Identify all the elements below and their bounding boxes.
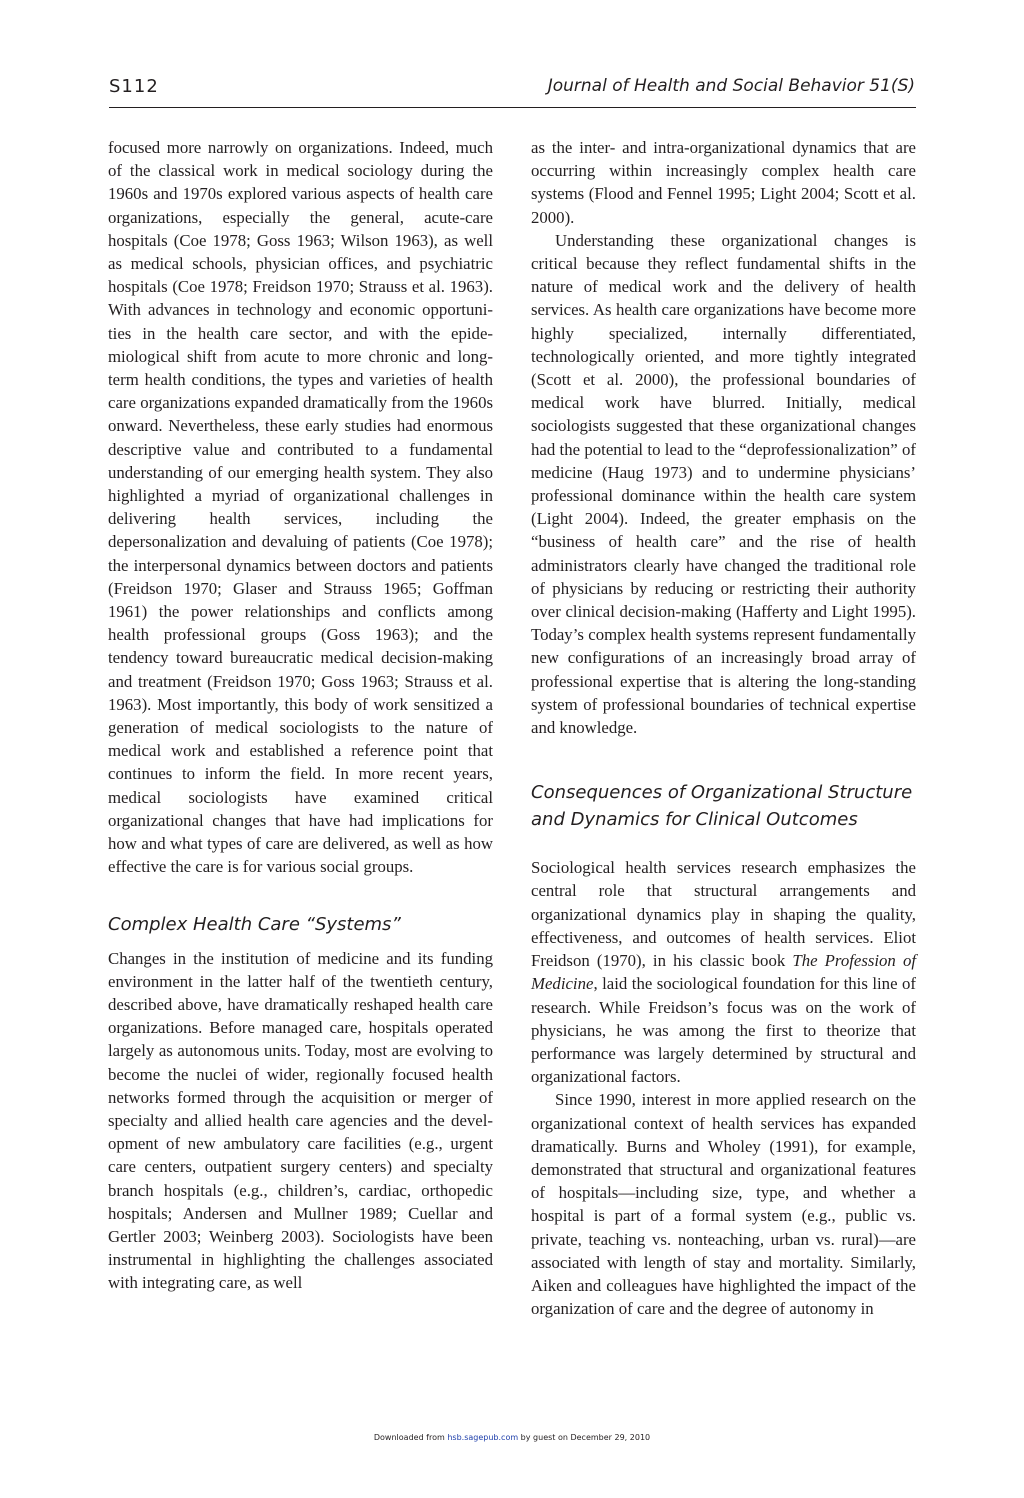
footer-prefix: Downloaded from xyxy=(373,1433,448,1442)
footer-suffix: by guest on December 29, 2010 xyxy=(518,1433,651,1442)
section-heading: Complex Health Care “Systems” xyxy=(108,913,401,935)
page-number: S112 xyxy=(109,76,159,97)
paragraph-text: Sociological health services research emphasizes the central role that structural arrangements and organizational dynamics play in shaping the quality, effectiveness, and outcomes of health services. Eliot Freidson (1970), in his classic book xyxy=(531,858,916,971)
header-rule xyxy=(109,107,916,108)
body-paragraph xyxy=(531,856,916,1088)
section-heading: Consequences of Organizational Structure and Dynamics for Clinical Outcomes xyxy=(531,782,913,831)
body-paragraph: Since 1990, interest in more applied research on the organizational context of health services has expanded dramatically. Burns and Wholey (1991), for example, demonstrated that structural and organizational features of hospitals—including size, type, and whether a hospital is part of a formal system (e.g., public vs. private, teaching vs. nonteaching, urban vs. rural)—are associated with length of stay and mortality. Similarly, Aiken and colleagues have highlighted the impact of the organization of care and the degree of autonomy in xyxy=(531,1090,916,1319)
footer-link[interactable]: hsb.sagepub.com xyxy=(447,1433,519,1442)
download-footer xyxy=(0,1433,1024,1442)
body-paragraph: focused more narrowly on organizations. Indeed, much of the classical work in medical sociology during the 1960s and 1970s explored various aspects of health care organizations, especially the general, acute-care hospitals (Coe 1978; Goss 1963; Wilson 1963), as well as medical schools, physician offices, and psychiatric hospitals (Coe 1978; Freidson 1970; Strauss et al. 1963). With advances in technology and economic opportunities in the health care sector, and with the epidemiological shift from acute to more chronic and long-term health conditions, the types and varieties of health care organizations expanded dramatically from the 1960s onward. Nevertheless, these early studies had enormous descriptive value and contributed to a fundamental understanding of our emerging health system. They also highlighted a myriad of organizational challenges in delivering health services, including the depersonalization and devaluing of patients (Coe 1978); the interpersonal dynamics between doctors and patients (Freidson 1970; Glaser and Strauss 1965; Goffman 1961) the power relationships and conflicts among health professional groups (Goss 1963); and the tendency toward bureaucratic medical decision-making and treatment (Freidson 1970; Goss 1963; Strauss et al. 1963). Most importantly, this body of work sensitized a generation of medical sociologists to the nature of medical work and established a reference point that continues to inform the field. In more recent years, medical sociologists have examined critical organizational changes that have had implications for how and what types of care are delivered, as well as how effective the care is for various social groups. xyxy=(108,138,493,877)
book-title: The Profession of Medicine xyxy=(531,951,916,994)
journal-running-head: Journal of Health and Social Behavior 51(S) xyxy=(547,76,915,96)
body-paragraph: as the inter- and intra-organizational dynamics that are occurring within increasingly complex health care systems (Flood and Fennel 1995; Light 2004; Scott et al. 2000). xyxy=(531,138,916,227)
left-column xyxy=(108,136,493,1295)
right-column xyxy=(531,136,916,1320)
body-paragraph: Changes in the institution of medicine and its funding environment in the latter half of the twentieth century, described above, have dramatically reshaped health care organizations. Before managed care, hospitals operated largely as autonomous units. Today, most are evolving to become the nuclei of wider, regionally focused health networks formed through the acquisition or merger of specialty and allied health care agencies and the development of new ambulatory care facilities (e.g., urgent care centers, outpatient surgery centers) and specialty branch hospitals (e.g., children’s, cardiac, orthopedic hospitals; Andersen and Mullner 1989; Cuellar and Gertler 2003; Weinberg 2003). Sociologists have been instrumental in highlighting the challenges associated with integrating care, as well xyxy=(108,948,493,1293)
paragraph-text: , laid the sociological foundation for this line of research. While Freidson’s focus was on the work of physicians, he was among the first to theorize that performance was largely determined by structural and organizational factors. xyxy=(531,974,916,1087)
body-paragraph: Understanding these organizational changes is critical because they reflect fundamental shifts in the nature of medical work and the delivery of health services. As health care organizations have become more highly specialized, internally differentiated, technologically oriented, and more tightly integrated (Scott et al. 2000), the professional boundaries of medical work have blurred. Initially, medical sociologists suggested that these organizational changes had the potential to lead to the “deprofessionalization” of medicine (Haug 1973) and to undermine physicians’ professional dominance within the health care system (Light 2004). Indeed, the greater emphasis on the “business of health care” and the rise of health administrators clearly have changed the traditional role of physicians by reducing or restricting their authority over clinical decision-making (Hafferty and Light 1995). Today’s complex health systems represent fundamentally new configurations of an increasingly broad array of professional expertise that is altering the long-standing system of professional boundaries of technical expertise and knowledge. xyxy=(531,230,916,738)
